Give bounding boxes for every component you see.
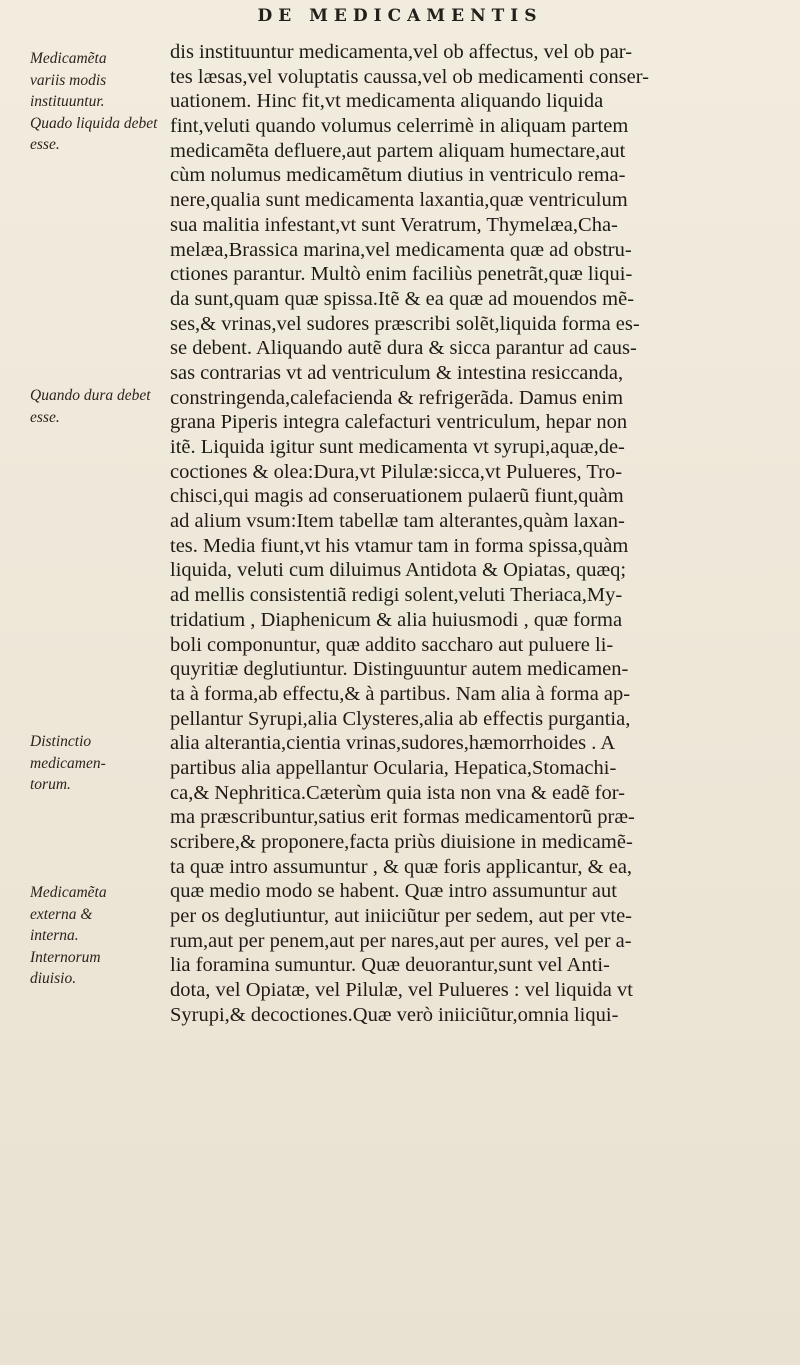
text-line: ta quæ intro assumuntur , & quæ foris applicantur, & ea,: [170, 855, 633, 878]
main-text-block: [170, 40, 795, 1028]
text-line: tridatium , Diaphenicum & alia huiusmodi , quæ forma: [170, 608, 623, 631]
text-line: cùm nolumus medicamẽtum diutius in ventriculo rema-: [170, 164, 626, 187]
text-line: se debent. Aliquando autẽ dura & sicca parantur ad caus-: [170, 337, 637, 360]
text-line: quyritiæ deglutiuntur. Distinguuntur autem medicamen-: [170, 658, 629, 681]
text-line: ma præscribuntur,satius erit formas medicamentorũ præ-: [170, 806, 635, 829]
text-line: tes. Media fiunt,vt his vtamur tam in forma spissa,quàm: [170, 534, 629, 557]
text-line: chisci,qui magis ad conseruationem pulaerũ fiunt,quàm: [170, 485, 624, 508]
text-line: dis instituuntur medicamenta,vel ob affectus, vel ob par-: [170, 41, 633, 63]
text-line: ca,& Nephritica.Cæterùm quia ista non vna & eadẽ for-: [170, 781, 625, 804]
text-line: boli componuntur, quæ addito saccharo aut puluere li-: [170, 633, 614, 656]
running-head: DE MEDICAMENTIS: [257, 6, 543, 26]
text-line: partibus alia appellantur Ocularia, Hepatica,Stomachi-: [170, 756, 617, 779]
text-line: coctiones & olea:Dura,vt Pilulæ:sicca,vt Pulueres, Tro-: [170, 460, 623, 483]
text-line: lia foramina sumuntur. Quæ deuorantur,sunt vel Anti-: [170, 954, 610, 977]
text-line: uationem. Hinc fit,vt medicamenta aliquando liquida: [170, 90, 604, 113]
text-line: ses,& vrinas,vel sudores præscribi solẽt,liquida forma es-: [170, 312, 640, 335]
text-line: ta à forma,ab effectu,& à partibus. Nam alia à forma ap-: [170, 682, 631, 705]
text-line: tes læsas,vel voluptatis caussa,vel ob medicamenti conser-: [170, 65, 649, 88]
margin-note-medicamenta-variis-modis: Medicamẽta variis modis instituuntur. Quado liquida debet esse.: [30, 50, 158, 153]
text-line: sas contrarias vt ad ventriculum & intestina resiccanda,: [170, 361, 624, 384]
text-line: melæa,Brassica marina,vel medicamenta quæ ad obstru-: [170, 238, 632, 261]
text-line: grana Piperis integra calefacturi ventriculum, hepar non: [170, 411, 628, 434]
margin-note-medicamenta-externa-interna: Medicamẽta externa & interna. Internorum diuisio.: [30, 884, 107, 987]
text-line: quæ medio modo se habent. Quæ intro assumuntur aut: [170, 880, 617, 903]
text-line: constringenda,calefacienda & refrigerãda. Damus enim: [170, 386, 624, 409]
margin-note-quando-dura: Quando dura debet esse.: [30, 387, 151, 426]
text-line: fint,veluti quando volumus celerrimè in aliquam partem: [170, 115, 629, 138]
text-line: nere,qualia sunt medicamenta laxantia,quæ ventriculum: [170, 189, 628, 212]
text-line: liquida, veluti cum diluimus Antidota & Opiatas, quæq;: [170, 559, 627, 582]
text-line: scribere,& proponere,facta priùs diuisione in medicamẽ-: [170, 831, 633, 853]
text-line: itẽ. Liquida igitur sunt medicamenta vt syrupi,aquæ,de-: [170, 436, 625, 458]
text-line: medicamẽta defluere,aut partem aliquam humectare,aut: [170, 139, 626, 162]
margin-note-distinctio-medicamentorum: Distinctio medicamen- torum.: [30, 733, 106, 793]
text-line: rum,aut per penem,aut per nares,aut per aures, vel per a-: [170, 929, 632, 952]
text-line: da sunt,quam quæ spissa.Itẽ & ea quæ ad mouendos mẽ-: [170, 287, 635, 310]
text-line: alia alterantia,cientia vrinas,sudores,hæmorrhoides . A: [170, 732, 616, 755]
text-line: pellantur Syrupi,alia Clysteres,alia ab effectis purgantia,: [170, 707, 631, 730]
text-line: ctiones parantur. Multò enim faciliùs penetrãt,quæ liqui-: [170, 263, 633, 286]
text-line: ad mellis consistentiã redigi solent,veluti Theriaca,My-: [170, 584, 623, 607]
text-line: sua malitia infestant,vt sunt Veratrum, Thymelæa,Cha-: [170, 213, 618, 236]
text-line: dota, vel Opiatæ, vel Pilulæ, vel Pulueres : vel liquida vt: [170, 979, 633, 1002]
text-line: Syrupi,& decoctiones.Quæ verò iniiciũtur,omnia liqui-: [170, 1003, 619, 1026]
text-line: per os deglutiuntur, aut iniiciũtur per sedem, aut per vte-: [170, 905, 633, 928]
text-line: ad alium vsum:Item tabellæ tam alterantes,quàm laxan-: [170, 510, 625, 533]
